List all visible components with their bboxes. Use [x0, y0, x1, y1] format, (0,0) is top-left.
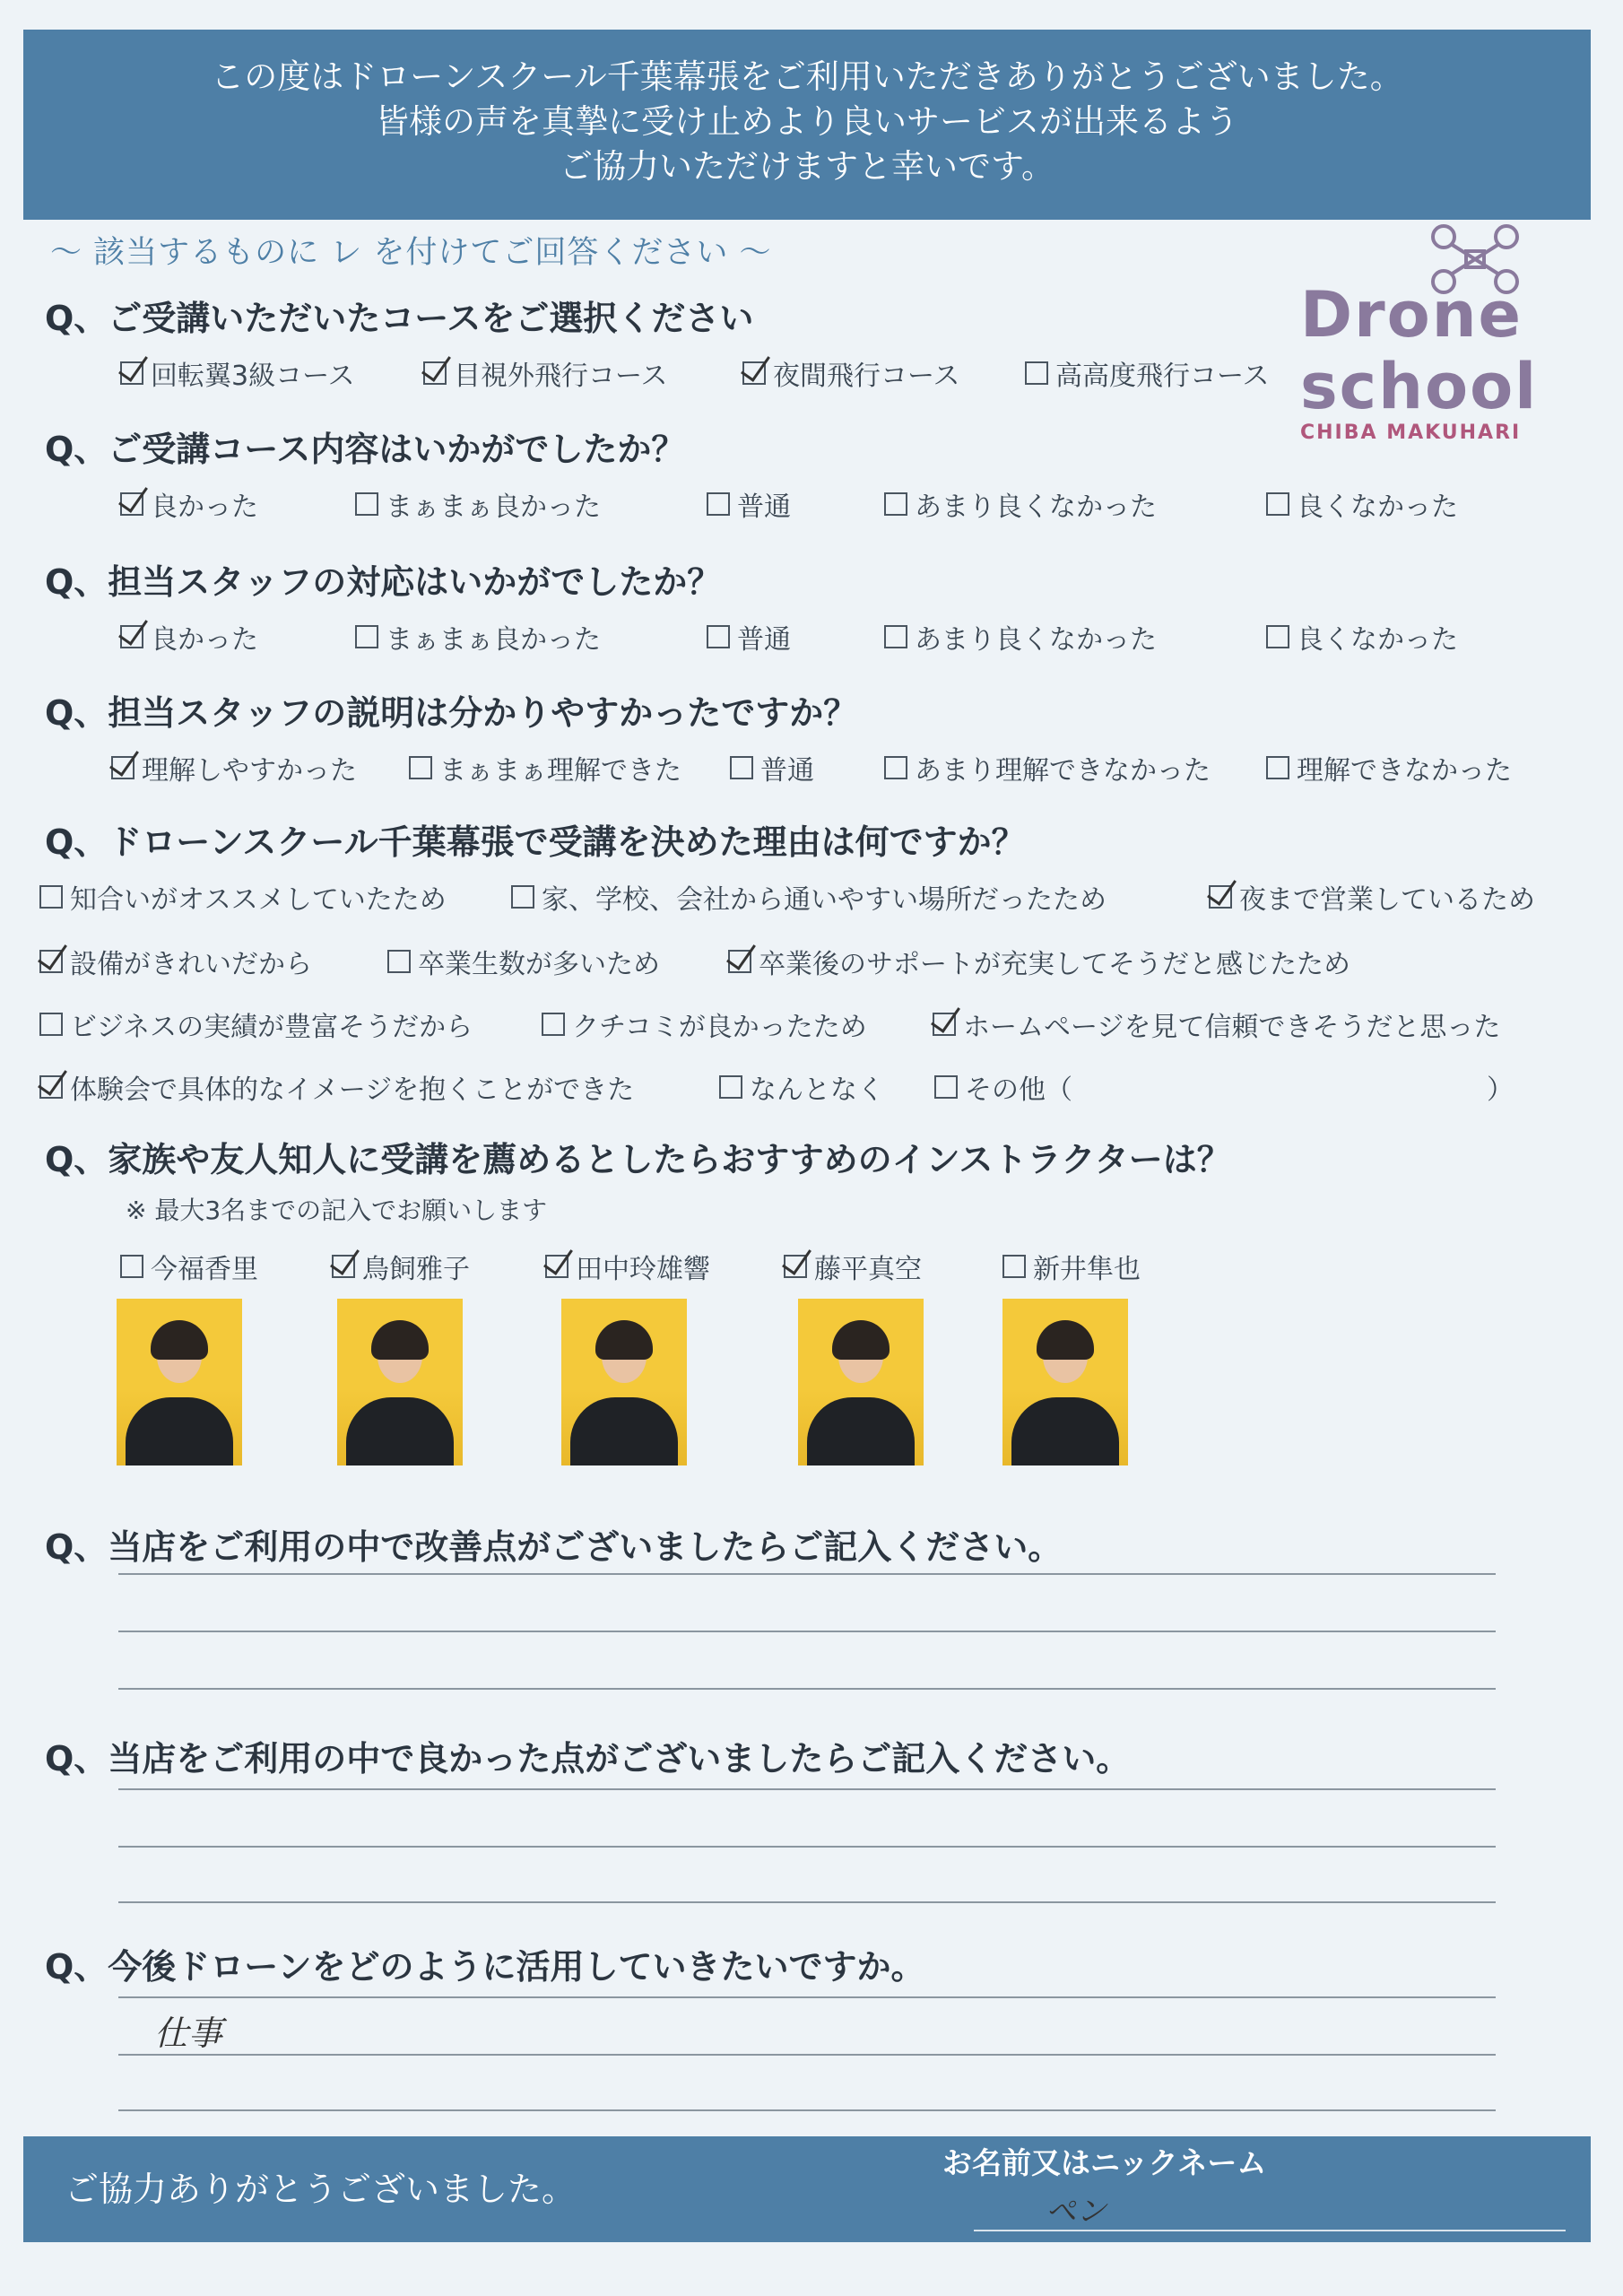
option-label: 設備がきれいだから — [70, 949, 312, 980]
name-label: お名前又はニックネーム — [942, 2145, 1267, 2180]
option-label: 普通 — [760, 755, 814, 787]
q3-option-5[interactable] — [1266, 617, 1458, 657]
question-3: Q、担当スタッフの対応はいかがでしたか？ — [45, 562, 722, 602]
option-label: 卒業後のサポートが充実してそうだと感じたため — [759, 949, 1350, 980]
logo-word-drone: Drone — [1300, 278, 1523, 352]
write-line[interactable] — [118, 2054, 1496, 2056]
checkbox-checked[interactable] — [545, 1255, 568, 1278]
write-line[interactable] — [118, 2109, 1496, 2111]
checkbox-checked[interactable] — [39, 1075, 63, 1099]
option-label: 藤平真空 — [814, 1254, 922, 1285]
checkbox-checked[interactable] — [332, 1255, 355, 1278]
header-line-3: ご協力いただけますと幸いです。 — [559, 147, 1055, 186]
option-label: 良かった — [151, 624, 258, 656]
q4-option-4[interactable] — [884, 748, 1211, 787]
q5-option-5[interactable] — [387, 942, 660, 981]
checkbox[interactable] — [511, 885, 534, 909]
option-label: 普通 — [737, 624, 791, 656]
checkbox[interactable] — [1025, 361, 1048, 385]
q4-option-3[interactable] — [730, 748, 814, 787]
name-field-line[interactable] — [974, 2230, 1566, 2231]
option-label: 理解できなかった — [1297, 755, 1512, 787]
question-7: Q、当店をご利用の中で改善点がございましたらご記入ください。 — [45, 1527, 1063, 1567]
checkbox-checked[interactable] — [423, 361, 447, 385]
checkbox[interactable] — [355, 492, 378, 516]
checkbox[interactable] — [1266, 492, 1289, 516]
header-line-1: この度はドローンスクール千葉幕張をご利用いただきありがとうございました。 — [211, 57, 1403, 96]
checkbox[interactable] — [387, 950, 411, 973]
option-label: 普通 — [737, 491, 791, 523]
q3-option-1[interactable] — [120, 617, 258, 657]
checkbox[interactable] — [355, 625, 378, 648]
checkbox[interactable] — [39, 885, 63, 909]
option-label: 今福香里 — [151, 1254, 258, 1285]
checkbox[interactable] — [1266, 625, 1289, 648]
q6-option-2[interactable] — [332, 1247, 470, 1286]
q5-other-close: ） — [1487, 1074, 1514, 1106]
checkbox[interactable] — [542, 1013, 565, 1036]
option-label: 高高度飛行コース — [1055, 361, 1270, 392]
checkbox[interactable] — [707, 492, 730, 516]
q5-option-12[interactable] — [934, 1067, 1072, 1107]
q2-option-5[interactable] — [1266, 484, 1458, 524]
checkbox-checked[interactable] — [39, 950, 63, 973]
q1-option-2[interactable] — [423, 353, 668, 393]
checkbox[interactable] — [39, 1013, 63, 1036]
option-label: なんとなく — [750, 1074, 884, 1106]
question-8: Q、当店をご利用の中で良かった点がございましたらご記入ください。 — [45, 1739, 1131, 1779]
checkbox[interactable] — [1266, 756, 1289, 779]
q5-option-10[interactable] — [39, 1067, 634, 1107]
write-line[interactable] — [118, 1573, 1496, 1575]
checkbox[interactable] — [719, 1075, 742, 1099]
q5-option-8[interactable] — [542, 1004, 867, 1044]
question-9: Q、今後ドローンをどのように活用していきたいですか。 — [45, 1947, 925, 1987]
q3-option-4[interactable] — [884, 617, 1157, 657]
checkbox-checked[interactable] — [742, 361, 766, 385]
checkbox[interactable] — [1002, 1255, 1026, 1278]
instructor-photo-5 — [1002, 1299, 1128, 1465]
option-label: その他（ — [965, 1074, 1072, 1106]
option-label: 鳥飼雅子 — [362, 1254, 470, 1285]
instructor-photo-3 — [561, 1299, 687, 1465]
instructor-photo-2 — [337, 1299, 463, 1465]
drone-school-logo — [1300, 224, 1551, 448]
question-2: Q、ご受講コース内容はいかがでしたか？ — [45, 430, 686, 469]
q2-option-1[interactable] — [120, 484, 258, 524]
instructor-photo-1 — [117, 1299, 242, 1465]
checkbox[interactable] — [120, 1255, 143, 1278]
q5-option-1[interactable] — [39, 877, 447, 917]
logo-word-school: school — [1300, 350, 1539, 423]
checkbox-checked[interactable] — [784, 1255, 807, 1278]
option-label: 理解しやすかった — [142, 755, 357, 787]
q5-option-6[interactable] — [728, 942, 1350, 981]
checkbox-checked[interactable] — [120, 492, 143, 516]
checkbox-checked[interactable] — [120, 625, 143, 648]
write-line[interactable] — [118, 1688, 1496, 1690]
q5-option-9[interactable] — [933, 1004, 1500, 1044]
option-label: あまり理解できなかった — [915, 755, 1211, 787]
option-label: 回転翼3級コース — [151, 361, 355, 392]
q1-option-4[interactable] — [1025, 353, 1270, 393]
write-line[interactable] — [118, 1901, 1496, 1903]
q4-option-1[interactable] — [111, 748, 357, 787]
q6-option-5[interactable] — [1002, 1247, 1141, 1286]
write-line[interactable] — [118, 1996, 1496, 1998]
checkbox-checked[interactable] — [111, 756, 135, 779]
q5-option-3[interactable] — [1209, 877, 1535, 917]
q5-option-4[interactable] — [39, 942, 312, 981]
option-label: 夜まで営業しているため — [1239, 884, 1535, 916]
q2-option-2[interactable] — [355, 484, 601, 524]
instructor-photo-4 — [798, 1299, 924, 1465]
checkbox[interactable] — [409, 756, 432, 779]
option-label: 卒業生数が多いため — [418, 949, 660, 980]
option-label: まぁまぁ良かった — [386, 491, 601, 523]
option-label: 体験会で具体的なイメージを抱くことができた — [70, 1074, 635, 1106]
question-5: Q、ドローンスクール千葉幕張で受講を決めた理由は何ですか？ — [45, 822, 1026, 862]
checkbox[interactable] — [934, 1075, 958, 1099]
footer-thanks: ご協力ありがとうございました。 — [65, 2170, 577, 2209]
option-label: ビジネスの実績が豊富そうだから — [70, 1012, 473, 1043]
q9-answer: 仕事 — [154, 2013, 223, 2053]
option-label: 家、学校、会社から通いやすい場所だったため — [542, 884, 1107, 916]
question-1: Q、ご受講いただいたコースをご選択ください — [45, 299, 754, 338]
instruction-text: ～ 該当するものに レ を付けてご回答ください ～ — [50, 235, 772, 271]
option-label: あまり良くなかった — [915, 624, 1157, 656]
q6-option-3[interactable] — [545, 1247, 710, 1286]
q3-option-2[interactable] — [355, 617, 601, 657]
logo-subtitle: CHIBA MAKUHARI — [1300, 422, 1522, 444]
q5-option-11[interactable] — [719, 1067, 884, 1107]
option-label: あまり良くなかった — [915, 491, 1157, 523]
option-label: 夜間飛行コース — [773, 361, 960, 392]
header-line-2: 皆様の声を真摯に受け止めより良いサービスが出来るよう — [376, 102, 1238, 141]
name-value: ペン — [1046, 2194, 1107, 2230]
q5-option-7[interactable] — [39, 1004, 473, 1044]
q5-option-2[interactable] — [511, 877, 1107, 917]
option-label: 知合いがオススメしていたため — [70, 884, 447, 916]
header-banner — [23, 30, 1591, 220]
checkbox[interactable] — [884, 756, 907, 779]
question-6: Q、家族や友人知人に受講を薦めるとしたらおすすめのインストラクターは？ — [45, 1140, 1231, 1179]
q3-option-3[interactable] — [707, 617, 791, 657]
write-line[interactable] — [118, 1631, 1496, 1632]
option-label: まぁまぁ良かった — [386, 624, 601, 656]
question-6-note: ※ 最大3名までの記入でお願いします — [126, 1196, 548, 1225]
checkbox[interactable] — [884, 625, 907, 648]
q2-option-4[interactable] — [884, 484, 1157, 524]
option-label: ホームページを見て信頼できそうだと思った — [963, 1012, 1501, 1043]
option-label: 良くなかった — [1297, 491, 1458, 523]
q6-option-4[interactable] — [784, 1247, 922, 1286]
write-line[interactable] — [118, 1846, 1496, 1848]
checkbox[interactable] — [707, 625, 730, 648]
q4-option-5[interactable] — [1266, 748, 1512, 787]
option-label: 目視外飛行コース — [454, 361, 668, 392]
checkbox[interactable] — [884, 492, 907, 516]
option-label: まぁまぁ理解できた — [439, 755, 681, 787]
q1-option-3[interactable] — [742, 353, 960, 393]
checkbox-checked[interactable] — [728, 950, 751, 973]
q4-option-2[interactable] — [409, 748, 681, 787]
option-label: クチコミが良かったため — [572, 1012, 867, 1043]
option-label: 良くなかった — [1297, 624, 1458, 656]
option-label: 良かった — [151, 491, 258, 523]
footer-banner — [23, 2136, 1591, 2242]
option-label: 新井隼也 — [1033, 1254, 1141, 1285]
checkbox[interactable] — [730, 756, 753, 779]
option-label: 田中玲雄響 — [576, 1254, 710, 1285]
q6-option-1[interactable] — [120, 1247, 258, 1286]
checkbox-checked[interactable] — [933, 1013, 956, 1036]
q1-option-1[interactable] — [120, 353, 355, 393]
q2-option-3[interactable] — [707, 484, 791, 524]
checkbox-checked[interactable] — [120, 361, 143, 385]
checkbox-checked[interactable] — [1209, 885, 1232, 909]
question-4: Q、担当スタッフの説明は分かりやすかったですか？ — [45, 693, 858, 733]
write-line[interactable] — [118, 1788, 1496, 1790]
